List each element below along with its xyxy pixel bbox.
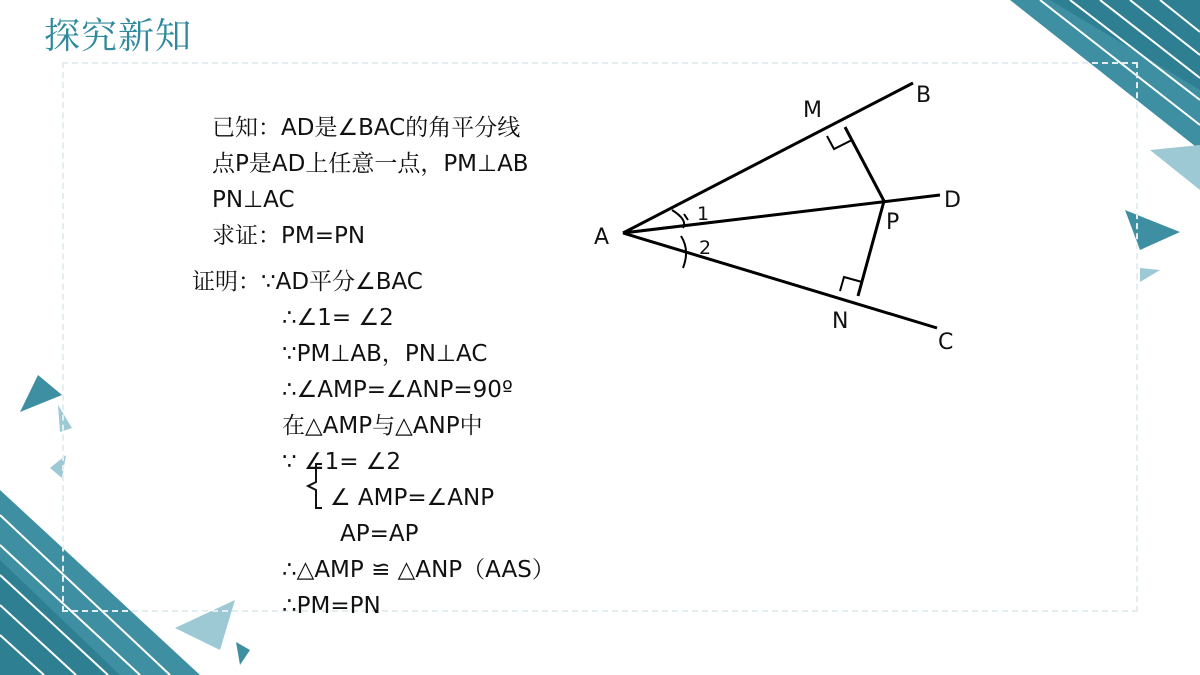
label-angle-1: 1	[697, 203, 710, 225]
label-angle-2: 2	[699, 237, 712, 259]
label-n: N	[832, 309, 849, 334]
geometry-diagram	[580, 70, 1000, 370]
right-angle-m	[827, 136, 852, 149]
ray-ac	[623, 233, 937, 328]
label-c: C	[938, 330, 954, 355]
label-b: B	[916, 83, 932, 108]
label-p: P	[886, 210, 900, 235]
proof-step-8: ∴△AMP ≌ △ANP（AAS）	[282, 557, 555, 583]
given-statement	[212, 110, 529, 254]
proof-heading: 证明：∵AD平分∠BAC	[192, 269, 423, 295]
label-m: M	[803, 98, 822, 123]
right-triangle-small	[1140, 268, 1160, 282]
given-line-2: 点P是AD上任意一点，PM⊥AB	[212, 151, 529, 177]
proof-step-7: AP=AP	[340, 521, 419, 547]
prove-line: 求证：PM=PN	[212, 223, 366, 249]
proof-step-6: ∠ AMP=∠ANP	[330, 485, 495, 511]
page-title: 探究新知	[44, 16, 193, 57]
proof-step-5: ∵ ∠1= ∠2	[282, 449, 402, 475]
segment-pm	[845, 127, 884, 201]
proof-step-3: ∴∠AMP=∠ANP=90º	[282, 377, 513, 403]
given-line-1: 已知：AD是∠BAC的角平分线	[212, 115, 521, 141]
proof-step-4: 在△AMP与△ANP中	[282, 413, 483, 439]
label-d: D	[944, 188, 961, 213]
bottom-triangle-small	[236, 642, 250, 665]
curly-brace	[296, 456, 326, 516]
ray-ab	[623, 83, 913, 233]
label-a: A	[594, 225, 610, 250]
left-triangle-large	[20, 375, 62, 412]
proof-step-2: ∵PM⊥AB，PN⊥AC	[282, 341, 488, 367]
proof-step-9: ∴PM=PN	[282, 593, 381, 619]
proof-step-1: ∴∠1= ∠2	[282, 305, 394, 331]
given-line-3: PN⊥AC	[212, 187, 295, 213]
